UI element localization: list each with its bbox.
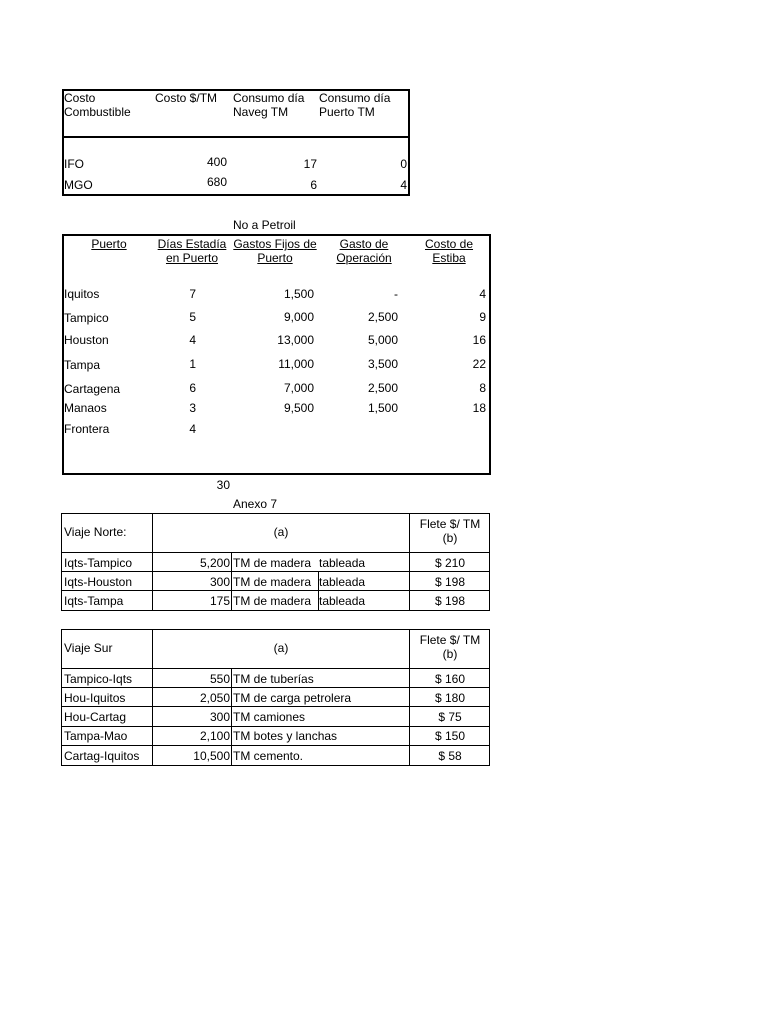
north-row-desc: TM de madera — [233, 594, 312, 608]
north-row-qty: 175 — [209, 594, 230, 608]
ports-row-op: 2,500 — [367, 381, 398, 395]
north-row-route: Iqts-Houston — [64, 575, 133, 589]
ports-row-op: 1,500 — [367, 401, 398, 415]
north-row-route: Iqts-Tampico — [64, 556, 133, 570]
ports-row-fixed: 11,000 — [278, 357, 314, 371]
north-row-qty: 5,200 — [199, 556, 230, 570]
north-col-a: (a) — [273, 525, 289, 539]
fuel-row-nav: 6 — [310, 178, 317, 192]
south-row-rate: $ 150 — [434, 729, 466, 743]
ports-caption: No a Petroil — [233, 218, 296, 232]
ports-row-fixed: 9,000 — [283, 310, 314, 324]
ports-header-gastos-fijos: Gastos Fijos de Puerto — [233, 237, 317, 265]
north-title: Viaje Norte: — [64, 525, 127, 539]
south-col-a: (a) — [273, 641, 289, 655]
fuel-row-name: MGO — [64, 178, 93, 192]
south-row-desc: TM camiones — [233, 710, 306, 724]
south-row-line — [61, 745, 490, 746]
ports-row-op: - — [394, 287, 398, 301]
south-row-qty: 300 — [209, 710, 230, 724]
north-row-line — [61, 571, 490, 572]
fuel-row-port: 4 — [400, 178, 407, 192]
south-row-line — [61, 687, 490, 688]
fuel-header-nav: Consumo día Naveg TM — [233, 91, 305, 119]
north-row-desc2: tableada — [319, 556, 366, 570]
north-row-rate: $ 210 — [434, 556, 466, 570]
south-row-route: Cartag-Iquitos — [64, 749, 140, 763]
ports-header-estiba: Costo de Estiba — [424, 237, 474, 265]
south-row-qty: 550 — [209, 672, 230, 686]
south-row-qty: 2,050 — [199, 691, 230, 705]
ports-row-name: Cartagena — [64, 382, 121, 396]
south-row-line — [61, 668, 490, 669]
south-row-qty: 2,100 — [199, 729, 230, 743]
fuel-header-port: Consumo día Puerto TM — [319, 91, 391, 119]
south-row-desc: TM de carga petrolera — [233, 691, 352, 705]
ports-row-op: 5,000 — [367, 333, 398, 347]
north-row-rate: $ 198 — [434, 594, 466, 608]
ports-row-op: 2,500 — [367, 310, 398, 324]
annex-title: Anexo 7 — [233, 497, 278, 511]
fuel-row-nav: 17 — [303, 157, 317, 171]
ports-row-fixed: 7,000 — [283, 381, 314, 395]
ports-header-operacion: Gasto de Operación — [336, 237, 392, 265]
ports-row-days: 7 — [189, 287, 196, 301]
north-row-desc: TM de madera — [233, 556, 312, 570]
fuel-header-cost: Costo $/TM — [155, 91, 218, 105]
south-row-route: Hou-Cartag — [64, 710, 127, 724]
ports-row-days: 4 — [189, 333, 196, 347]
north-row-desc2: tableada — [319, 594, 366, 608]
south-row-qty: 10,500 — [193, 749, 230, 763]
south-row-rate: $ 180 — [434, 691, 466, 705]
fuel-row-port: 0 — [400, 157, 407, 171]
ports-row-days: 1 — [189, 357, 196, 371]
south-col-b: Flete $/ TM (b) — [419, 633, 481, 661]
ports-row-days: 4 — [189, 422, 196, 436]
south-row-line — [61, 706, 490, 707]
north-row-line — [61, 590, 490, 591]
fuel-header-combustible: Costo Combustible — [64, 91, 131, 119]
ports-row-fixed: 13,000 — [277, 333, 314, 347]
ports-row-fixed: 1,500 — [283, 287, 314, 301]
ports-row-stow: 4 — [479, 287, 486, 301]
ports-row-stow: 22 — [472, 357, 486, 371]
fuel-header-divider — [62, 136, 410, 138]
fuel-row-cost: 400 — [206, 155, 227, 169]
ports-header-puerto: Puerto — [91, 237, 127, 251]
north-row-rate: $ 198 — [434, 575, 466, 589]
north-row-desc2: tableada — [319, 575, 366, 589]
south-row-route: Tampico-Iqts — [64, 672, 133, 686]
south-row-line — [61, 726, 490, 727]
south-row-rate: $ 58 — [438, 749, 462, 763]
north-row-desc: TM de madera — [233, 575, 312, 589]
south-row-route: Tampa-Mao — [64, 729, 128, 743]
ports-row-fixed: 9,500 — [283, 401, 314, 415]
ports-header-dias: Días Estadía en Puerto — [157, 237, 227, 265]
ports-row-stow: 18 — [472, 401, 486, 415]
south-row-rate: $ 75 — [438, 710, 462, 724]
south-title: Viaje Sur — [64, 641, 113, 655]
ports-row-name: Tampa — [64, 358, 101, 372]
south-row-desc: TM botes y lanchas — [233, 729, 338, 743]
ports-row-name: Frontera — [64, 422, 110, 436]
south-row-desc: TM cemento. — [233, 749, 304, 763]
north-row-qty: 300 — [209, 575, 230, 589]
ports-row-name: Iquitos — [64, 287, 100, 301]
ports-row-stow: 16 — [472, 333, 486, 347]
north-col-b: Flete $/ TM (b) — [419, 517, 481, 545]
north-row-line — [61, 552, 490, 553]
south-row-desc: TM de tuberías — [233, 672, 314, 686]
south-col-line — [231, 668, 232, 766]
north-col-line — [231, 552, 232, 611]
ports-row-name: Tampico — [64, 311, 109, 325]
ports-row-days: 3 — [189, 401, 196, 415]
ports-total-days: 30 — [216, 478, 230, 492]
ports-row-name: Houston — [64, 333, 109, 347]
north-row-route: Iqts-Tampa — [64, 594, 124, 608]
ports-row-days: 6 — [189, 381, 196, 395]
ports-row-stow: 8 — [479, 381, 486, 395]
south-row-rate: $ 160 — [434, 672, 466, 686]
ports-row-name: Manaos — [64, 401, 107, 415]
fuel-row-cost: 680 — [206, 175, 227, 189]
south-row-route: Hou-Iquitos — [64, 691, 126, 705]
ports-row-stow: 9 — [479, 310, 486, 324]
fuel-row-name: IFO — [64, 157, 84, 171]
ports-table — [62, 234, 491, 475]
ports-row-op: 3,500 — [367, 357, 398, 371]
ports-row-days: 5 — [189, 310, 196, 324]
